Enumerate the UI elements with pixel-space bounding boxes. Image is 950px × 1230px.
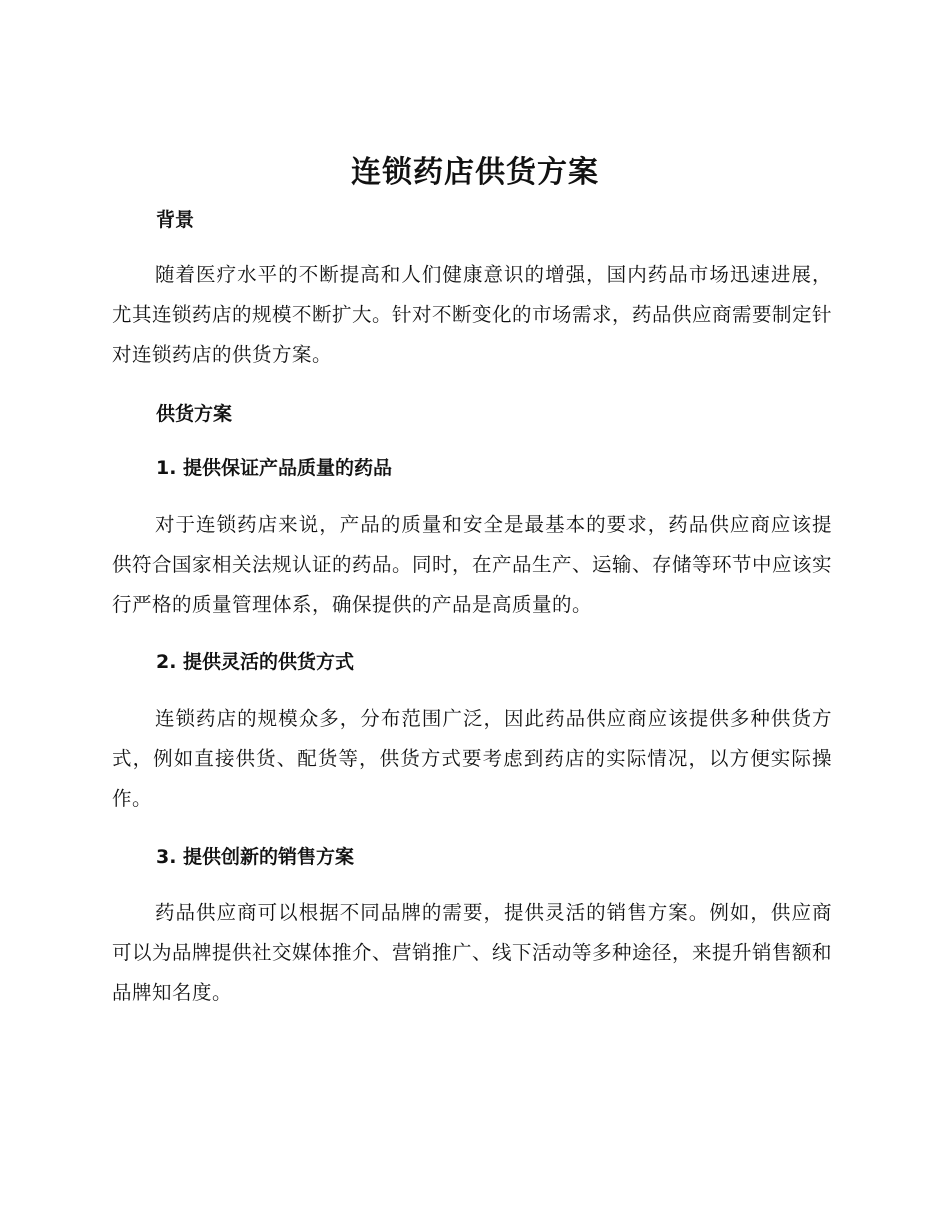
paragraph-item-2: 连锁药店的规模众多，分布范围广泛，因此药品供应商应该提供多种供货方式，例如直接供货、配货等，供货方式要考虑到药店的实际情况，以方便实际操作。 <box>112 707 832 810</box>
document-title: 连锁药店供货方案 <box>351 155 599 190</box>
section-heading-background: 背景 <box>156 209 195 231</box>
subheading-item-1: 1. 提供保证产品质量的药品 <box>156 457 393 479</box>
section-heading-supply-plan: 供货方案 <box>156 403 233 425</box>
paragraph-item-1: 对于连锁药店来说，产品的质量和安全是最基本的要求，药品供应商应该提供符合国家相关法规认证的药品。同时，在产品生产、运输、存储等环节中应该实行严格的质量管理体系，确保提供的产品是高质量的。 <box>112 513 833 616</box>
paragraph-background: 随着医疗水平的不断提高和人们健康意识的增强，国内药品市场迅速进展，尤其连锁药店的规模不断扩大。针对不断变化的市场需求，药品供应商需要制定针对连锁药店的供货方案。 <box>112 263 833 366</box>
paragraph-item-3: 药品供应商可以根据不同品牌的需要，提供灵活的销售方案。例如，供应商可以为品牌提供社交媒体推介、营销推广、线下活动等多种途径，来提升销售额和品牌知名度。 <box>112 901 833 1004</box>
subheading-item-3: 3. 提供创新的销售方案 <box>156 846 355 868</box>
subheading-item-2: 2. 提供灵活的供货方式 <box>156 651 355 673</box>
